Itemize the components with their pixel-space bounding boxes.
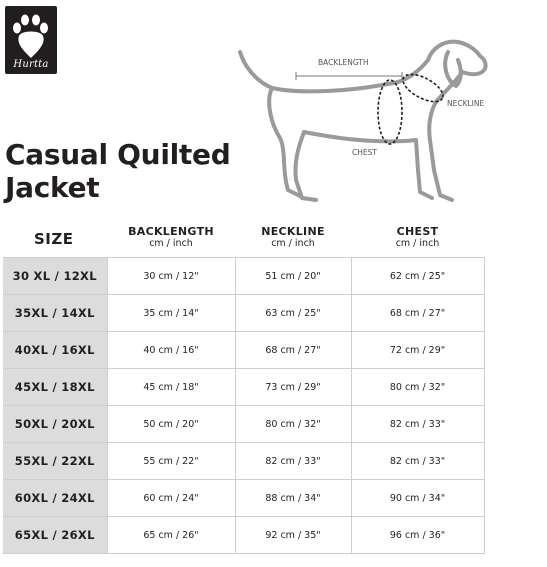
table-row xyxy=(3,406,484,443)
size-cell: 30 XL / 12XL xyxy=(3,258,107,295)
table-row xyxy=(3,517,484,554)
backlength-cell: 50 cm / 20" xyxy=(107,406,235,443)
backlength-cell: 40 cm / 16" xyxy=(107,332,235,369)
table-row xyxy=(3,332,484,369)
backlength-header-unit: cm / inch xyxy=(149,238,193,249)
size-cell: 60XL / 24XL xyxy=(3,480,107,517)
size-cell: 55XL / 22XL xyxy=(3,443,107,480)
backlength-column-header xyxy=(107,226,235,250)
backlength-cell: 35 cm / 14" xyxy=(107,295,235,332)
page-title xyxy=(5,138,230,204)
neckline-column-header xyxy=(235,226,351,250)
chest-cell: 72 cm / 29" xyxy=(351,332,484,369)
title-line-2: Jacket xyxy=(5,171,100,204)
title-line-1: Casual Quilted xyxy=(5,138,231,171)
neckline-cell: 80 cm / 32" xyxy=(235,406,351,443)
size-cell: 65XL / 26XL xyxy=(3,517,107,554)
table-row xyxy=(3,295,484,332)
table-row xyxy=(3,258,484,295)
table-row xyxy=(3,443,484,480)
chest-cell: 96 cm / 36" xyxy=(351,517,484,554)
neckline-header-title: NECKLINE xyxy=(261,225,325,238)
table-row xyxy=(3,480,484,517)
neckline-label: NECKLINE xyxy=(447,99,485,108)
neckline-marker xyxy=(399,69,447,107)
chest-cell: 90 cm / 34" xyxy=(351,480,484,517)
backlength-cell: 60 cm / 24" xyxy=(107,480,235,517)
neckline-header-unit: cm / inch xyxy=(271,238,315,249)
neckline-cell: 82 cm / 33" xyxy=(235,443,351,480)
chest-cell: 80 cm / 32" xyxy=(351,369,484,406)
neckline-cell: 63 cm / 25" xyxy=(235,295,351,332)
chest-header-unit: cm / inch xyxy=(395,238,440,249)
chest-marker xyxy=(378,80,402,144)
size-chart-table xyxy=(3,257,485,554)
size-cell: 35XL / 14XL xyxy=(3,295,107,332)
neckline-cell: 51 cm / 20" xyxy=(235,258,351,295)
chest-cell: 82 cm / 33" xyxy=(351,406,484,443)
chest-label: CHEST xyxy=(352,148,377,157)
neckline-cell: 68 cm / 27" xyxy=(235,332,351,369)
size-cell: 50XL / 20XL xyxy=(3,406,107,443)
chest-header-title: CHEST xyxy=(396,225,439,238)
backlength-cell: 55 cm / 22" xyxy=(107,443,235,480)
size-cell: 40XL / 16XL xyxy=(3,332,107,369)
chest-cell: 68 cm / 27" xyxy=(351,295,484,332)
backlength-cell: 30 cm / 12" xyxy=(107,258,235,295)
size-cell: 45XL / 18XL xyxy=(3,369,107,406)
chest-column-header xyxy=(351,226,484,250)
chest-cell: 62 cm / 25" xyxy=(351,258,484,295)
neckline-cell: 92 cm / 35" xyxy=(235,517,351,554)
brand-name: Hurtta xyxy=(13,59,49,70)
table-row xyxy=(3,369,484,406)
neckline-cell: 73 cm / 29" xyxy=(235,369,351,406)
brand-logo xyxy=(5,6,57,74)
size-column-header: SIZE xyxy=(34,230,74,248)
chest-cell: 82 cm / 33" xyxy=(351,443,484,480)
backlength-label: BACKLENGTH xyxy=(318,58,369,67)
backlength-cell: 65 cm / 26" xyxy=(107,517,235,554)
neckline-cell: 88 cm / 34" xyxy=(235,480,351,517)
backlength-header-title: BACKLENGTH xyxy=(128,225,214,238)
dog-measurement-diagram xyxy=(230,30,495,210)
backlength-cell: 45 cm / 18" xyxy=(107,369,235,406)
